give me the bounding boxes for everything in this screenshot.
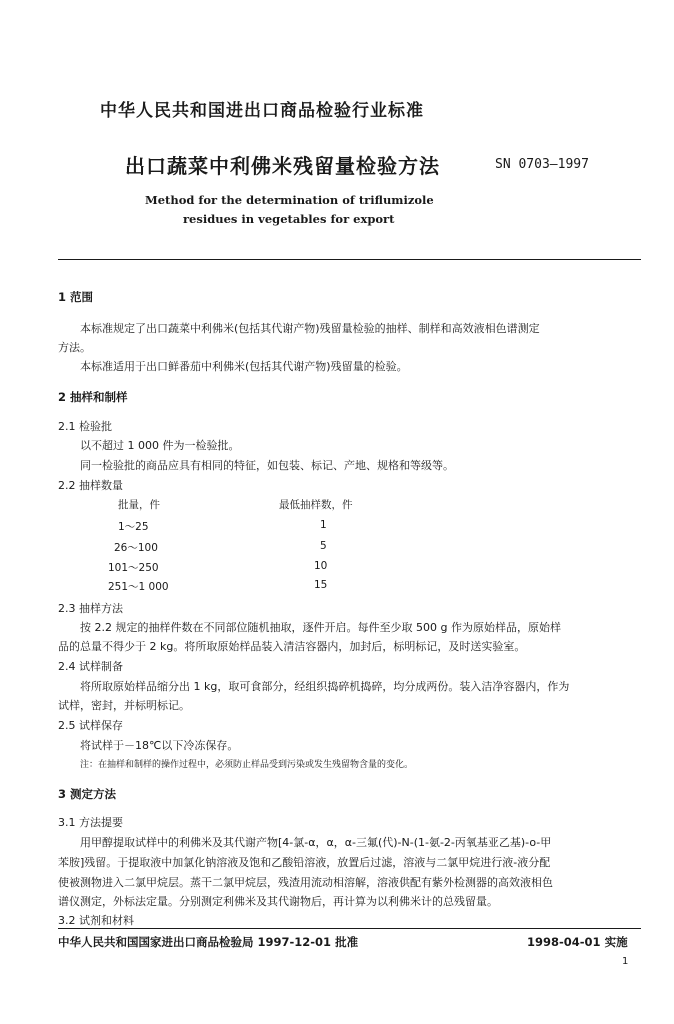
table-row-1-batch: 1～25 (118, 521, 149, 533)
subsection-3-1-line2: 苯胺]残留。于提取液中加氯化钠溶液及饱和乙酸铅溶液，放置后过滤，溶液与二氯甲烷进行液-液分配 (58, 856, 551, 869)
standard-code: SN 0703—1997 (495, 157, 589, 172)
page-number: 1 (622, 956, 629, 967)
section-1-heading: 1 范围 (58, 290, 94, 304)
table-row-2-samples: 5 (320, 540, 327, 552)
subsection-2-1-line1: 以不超过 1 000 件为一检验批。 (80, 439, 240, 452)
subsection-2-4-line1: 将所取原始样品缩分出 1 kg，取可食部分，经组织捣碎机捣碎，均分成两份。装入洁净容器内，作为 (80, 680, 570, 693)
table-row-2-batch: 26～100 (114, 542, 158, 554)
subsection-2-5-heading: 2.5 试样保存 (58, 719, 123, 732)
subsection-3-1-line3: 使被测物进入二氯甲烷层。蒸干二氯甲烷层，残渣用流动相溶解，溶液供配有紫外检测器的高效液相色 (58, 876, 553, 889)
section-2-heading: 2 抽样和制样 (58, 390, 128, 404)
english-title-line2: residues in vegetables for export (183, 212, 395, 226)
table-row-4-batch: 251～1 000 (108, 581, 169, 593)
footer-divider (58, 928, 641, 929)
table-row-4-samples: 15 (314, 579, 328, 591)
table-header-batch-size: 批量，件 (118, 499, 160, 511)
subsection-3-1-line4: 谱仪测定，外标法定量。分别测定利佛米及其代谢物后，再计算为以利佛米计的总残留量。 (58, 895, 498, 908)
table-header-min-samples: 最低抽样数，件 (279, 499, 353, 511)
subsection-2-3-heading: 2.3 抽样方法 (58, 602, 123, 615)
section-1-paragraph-1-line2: 方法。 (58, 341, 91, 354)
effective-date: 1998-04-01 实施 (527, 935, 628, 949)
table-row-3-samples: 10 (314, 560, 328, 572)
table-row-3-batch: 101～250 (108, 562, 159, 574)
english-title-line1: Method for the determination of triflumizole (145, 193, 434, 207)
section-3-heading: 3 测定方法 (58, 787, 117, 801)
document-title: 出口蔬菜中利佛米残留量检验方法 (125, 154, 440, 178)
table-row-1-samples: 1 (320, 519, 327, 531)
section-1-paragraph-2: 本标准适用于出口鲜番茄中利佛米(包括其代谢产物)残留量的检验。 (80, 360, 408, 373)
subsection-2-4-line2: 试样，密封，并标明标记。 (58, 699, 190, 712)
standard-body-heading: 中华人民共和国进出口商品检验行业标准 (100, 101, 424, 121)
subsection-3-1-line1: 用甲醇提取试样中的利佛米及其代谢产物[4-氯-α，α，α-三氟(代)-N-(1-氨-2-丙氧基亚乙基)-o-甲 (80, 836, 552, 849)
subsection-2-4-heading: 2.4 试样制备 (58, 660, 123, 673)
header-divider (58, 259, 641, 260)
subsection-2-1-heading: 2.1 检验批 (58, 420, 112, 433)
subsection-2-1-line2: 同一检验批的商品应具有相同的特征，如包装、标记、产地、规格和等级等。 (80, 459, 454, 472)
subsection-2-3-line2: 品的总量不得少于 2 kg。将所取原始样品装入清洁容器内，加封后，标明标记，及时送实验室。 (58, 640, 526, 653)
section-1-paragraph-1-line1: 本标准规定了出口蔬菜中利佛米(包括其代谢产物)残留量检验的抽样、制样和高效液相色谱测定 (80, 322, 540, 335)
subsection-2-5-line1: 将试样于－18℃以下冷冻保存。 (80, 739, 239, 752)
subsection-3-2-heading: 3.2 试剂和材料 (58, 914, 134, 927)
section-2-note: 注：在抽样和制样的操作过程中，必须防止样品受到污染或发生残留物含量的变化。 (80, 760, 414, 770)
subsection-3-1-heading: 3.1 方法提要 (58, 816, 123, 829)
approval-statement: 中华人民共和国国家进出口商品检验局 1997-12-01 批准 (58, 935, 359, 949)
subsection-2-2-heading: 2.2 抽样数量 (58, 479, 123, 492)
subsection-2-3-line1: 按 2.2 规定的抽样件数在不同部位随机抽取，逐件开启。每件至少取 500 g 作为原始样品，原始样 (80, 621, 561, 634)
